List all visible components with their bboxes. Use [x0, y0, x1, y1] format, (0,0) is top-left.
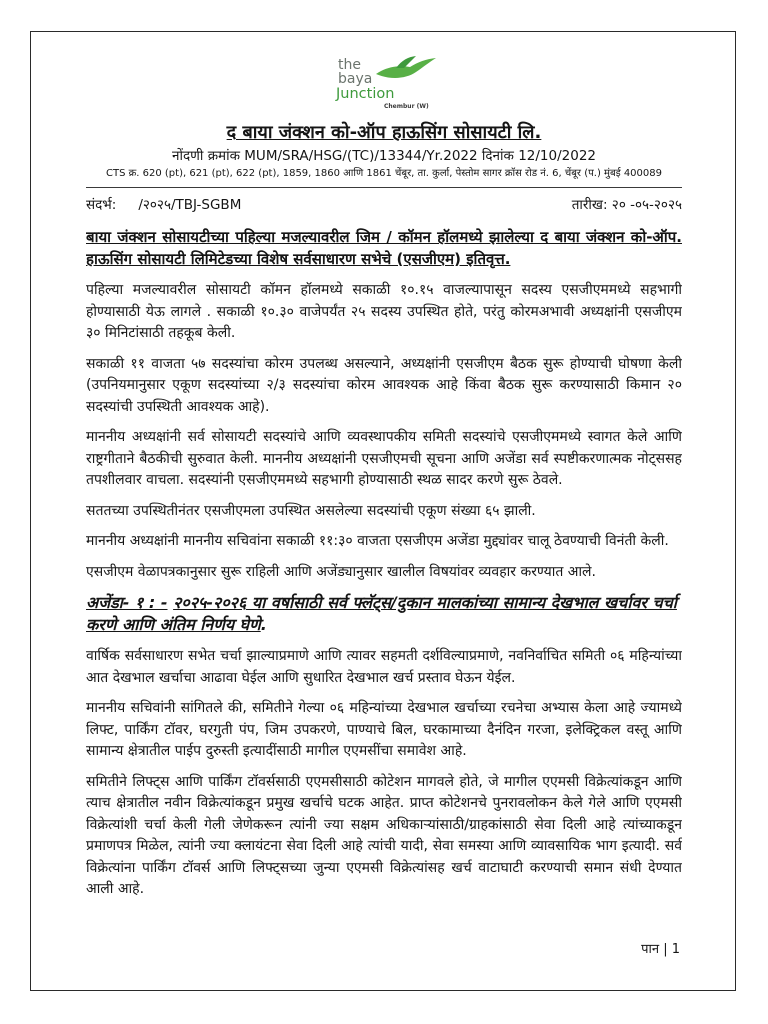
document-body: [86, 226, 682, 916]
society-title-text: द बाया जंक्शन को-ऑप हाऊसिंग सोसायटी लि.: [226, 122, 542, 143]
page-number: 1: [671, 942, 680, 957]
page-separator: |: [663, 942, 668, 957]
header-divider: [86, 187, 682, 188]
paragraph: माननीय अध्यक्षांनी माननीय सचिवांना सकाळी ११:३० वाजता एसजीएम अजेंडा मुद्द्यांवर चालू ठेवण्याची विनंती केली.: [86, 533, 669, 549]
society-title: [0, 120, 768, 146]
date-label: तारीख:: [571, 197, 608, 213]
paragraph: एसजीएम वेळापत्रकानुसार सुरू राहिली आणि अजेंड्यानुसार खालील विषयांवर व्यवहार करण्यात आले.: [86, 563, 596, 580]
agenda-paragraph: समितीने लिफ्ट्स आणि पार्किंग टॉवर्ससाठी एएमसीसाठी कोटेशन मागवले होते, जे मागील एएमसी विक्रेत्यांकडून आणि त्याच क्षेत्रातील नवीन विक्रेत्यांकडून प्रमुख खर्चाचे घटक आहेत. प्राप्त कोटेशनचे पुनरावलोकन केले गेले आणि एएमसी विक्रेत्यांशी चर्चा केली गेली जेणेकरून त्यांनी ज्या सक्षम अधिकाऱ्यांसाठी/ग्राहकांसाठी सेवा दिली आहे त्यांच्याकडून प्रमाणपत्र मिळेल, त्यांनी ज्या क्लायंटना सेवा दिली आहे त्यांची यादी, सेवा समस्या आणि व्यावसायिक भाग इत्यादी. सर्व विक्रेत्यांना पार्किंग टॉवर्स आणि लिफ्ट्सच्या जुन्या एएमसी विक्रेत्यांसह खर्च वाटाघाटी करण्याची समान संधी देण्यात आली आहे.: [86, 773, 682, 897]
date: [572, 194, 682, 216]
reference-label: संदर्भ:: [86, 197, 117, 213]
minutes-heading: बाया जंक्शन सोसायटीच्या पहिल्या मजल्यावरील जिम / कॉमन हॉलमध्ये झालेल्या द बाया जंक्शन को-ऑप. हाऊसिंग सोसायटी लिमिटेडच्या विशेष सर्वसाधारण सभेचे (एसजीएम) इतिवृत्त.: [86, 228, 682, 268]
logo-text-baya: baya: [338, 71, 373, 87]
page-label: पान: [641, 942, 660, 957]
reference: [86, 194, 241, 216]
reference-row: [86, 194, 682, 216]
logo-text-location: Chembur (W): [384, 103, 429, 110]
bird-icon: [376, 56, 436, 78]
agenda-end: .: [260, 615, 267, 634]
page-footer: [641, 940, 680, 960]
paragraph: सकाळी ११ वाजता ५७ सदस्यांचा कोरम उपलब्ध असल्याने, अध्यक्षांनी एसजीएम बैठक सुरू होण्याची घोषणा केली (उपनियमानुसार एकूण सदस्यांच्या २/३ सदस्यांचा कोरम आवश्यक आहे किंवा बैठक सुरू करण्यासाठी किमान २० सदस्यांची उपस्थिती आवश्यक आहे).: [86, 355, 682, 415]
agenda-paragraph: माननीय सचिवांनी सांगितले की, समितीने गेल्या ०६ महिन्यांच्या देखभाल खर्चाच्या रचनेचा अभ्यास केला आहे ज्यामध्ये लिफ्ट, पार्किंग टॉवर, घरगुती पंप, जिम उपकरणे, पाण्याचे बिल, घरकामाच्या दैनंदिन गरजा, इलेक्ट्रिकल वस्तू आणि सामान्य क्षेत्रातील पाईप दुरुस्ती इत्यादींसाठी मागील एएमसींचा समावेश आहे.: [86, 700, 682, 759]
agenda-paragraph: वार्षिक सर्वसाधारण सभेत चर्चा झाल्याप्रमाणे आणि त्यावर सहमती दर्शविल्याप्रमाणे, नवनिर्वाचित समिती ०६ महिन्यांच्या आत देखभाल खर्चाचा आढावा घेईल आणि सुधारित देखभाल खर्च प्रस्ताव घेऊन येईल.: [86, 648, 682, 686]
society-logo: [326, 50, 446, 116]
address-line: CTS क्र. 620 (pt), 621 (pt), 622 (pt), 1859, 1860 आणि 1861 चेंबूर, ता. कुर्ला, पेस्तोम सागर क्रॉस रोड नं. 6, चेंबूर (प.) मुंबई 400089: [105, 168, 662, 179]
paragraph: माननीय अध्यक्षांनी सर्व सोसायटी सदस्यांचे आणि व्यवस्थापकीय समिती सदस्यांचे एसजीएममध्ये स्वागत केले आणि राष्ट्रगीताने बैठकीची सुरुवात केली. माननीय अध्यक्षांनी एसजीएमची सूचना आणि अजेंडा सर्व स्पष्टीकरणात्मक नोट्ससह तपशीलवार वाचला. सदस्यांनी एसजीएममध्ये सहभागी होण्यासाठी स्थळ सादर करणे सुरू ठेवले.: [86, 429, 682, 488]
date-value: २० -०५-२०२५: [611, 197, 682, 213]
agenda-label: अजेंडा- १ : -: [86, 593, 168, 612]
agenda-heading: [86, 592, 682, 636]
logo-text-the: the: [338, 57, 361, 73]
registration-line: नोंदणी क्रमांक MUM/SRA/HSG/(TC)/13344/Yr.2022 दिनांक 12/10/2022: [171, 148, 597, 164]
logo-text-junction: Junction: [336, 86, 395, 102]
reference-number: /२०२५/TBJ-SGBM: [138, 197, 242, 213]
paragraph: पहिल्या मजल्यावरील सोसायटी कॉमन हॉलमध्ये सकाळी १०.१५ वाजल्यापासून सदस्य एसजीएममध्ये सहभागी होण्यासाठी येऊ लागले . सकाळी १०.३० वाजेपर्यंत २५ सदस्य उपस्थित होते, परंतु कोरमअभावी अध्यक्षांनी एसजीएम ३० मिनिटांसाठी तहकूब केली.: [86, 282, 682, 341]
paragraph: सततच्या उपस्थितीनंतर एसजीएमला उपस्थित असलेल्या सदस्यांची एकूण संख्या ६५ झाली.: [86, 502, 536, 519]
agenda-text: २०२५-२०२६ या वर्षासाठी सर्व फ्लॅट्स/दुकान मालकांच्या सामान्य देखभाल खर्चावर चर्चा करणे आणि अंतिम निर्णय घेणे: [86, 593, 677, 634]
